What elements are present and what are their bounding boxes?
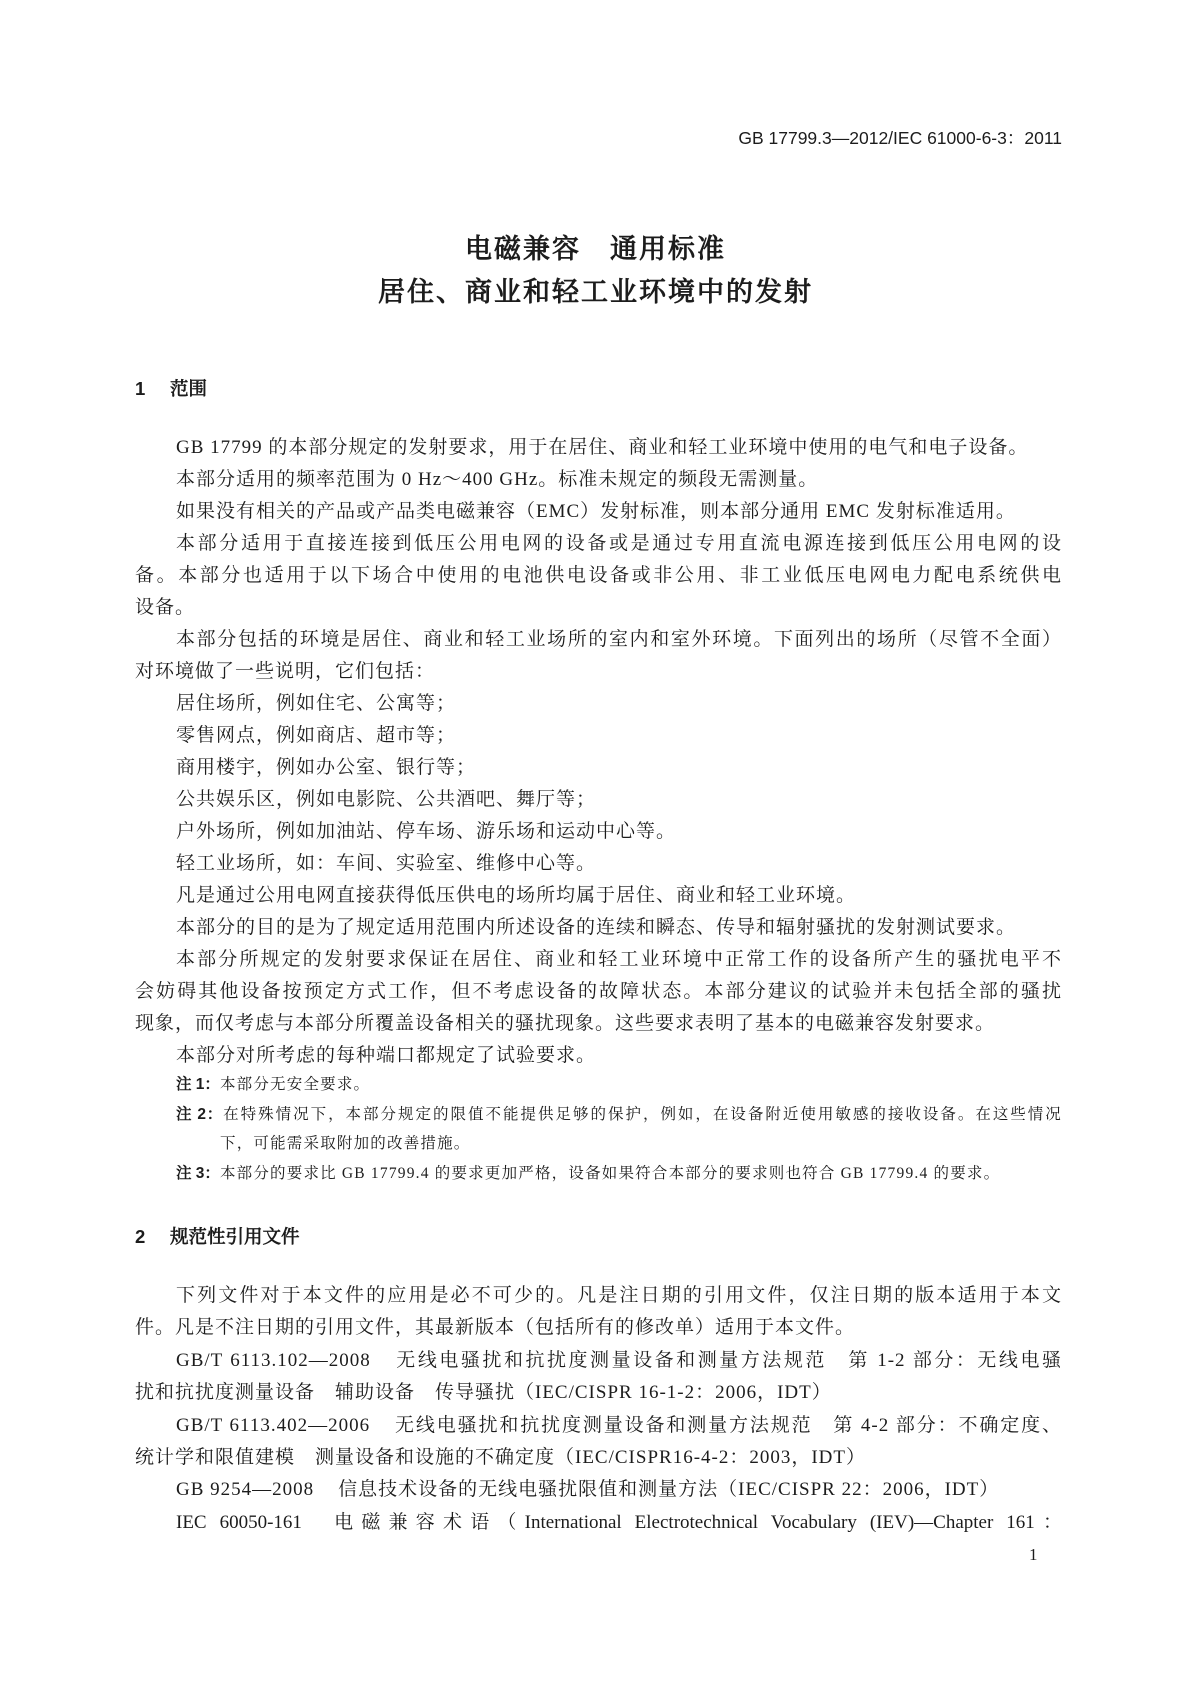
section-heading-scope: [135, 373, 207, 405]
paragraph-line: 下列文件对于本文件的应用是必不可少的。凡是注日期的引用文件，仅注日期的版本适用于本文: [176, 1285, 1062, 1306]
reference-title-continued: 扰和抗扰度测量设备 辅助设备 传导骚扰（IEC/CISPR 16-1-2：2006，IDT）: [135, 1382, 832, 1404]
list-item-place: 商用楼宇，例如办公室、银行等；: [176, 757, 477, 778]
reference-entry: [135, 1345, 1062, 1377]
note-text-continued: 下，可能需采取附加的改善措施。: [220, 1135, 471, 1152]
reference-code: GB/T 6113.402—2006: [176, 1414, 371, 1436]
paragraph-line: 本部分对所考虑的每种端口都规定了试验要求。: [176, 1045, 597, 1066]
standard-code-header: GB 17799.3—2012/IEC 61000-6-3：2011: [738, 128, 1062, 148]
paragraph-line: GB 17799 的本部分规定的发射要求，用于在居住、商业和轻工业环境中使用的电气和电子设备。: [176, 437, 1029, 458]
reference-entry: [135, 1474, 1062, 1506]
note-2: [176, 1100, 1062, 1130]
paragraph-line: 会妨碍其他设备按预定方式工作，但不考虑设备的故障状态。本部分建议的试验并未包括全部的骚扰: [135, 981, 1062, 1002]
paragraph-line: 本部分适用的频率范围为 0 Hz～400 GHz。标准未规定的频段无需测量。: [176, 469, 819, 490]
paragraph-line: 对环境做了一些说明，它们包括：: [135, 661, 436, 682]
section-title: 范围: [170, 378, 208, 399]
note-text: 本部分的要求比 GB 17799.4 的要求更加严格，设备如果符合本部分的要求则也符合 GB 17799.4 的要求。: [219, 1164, 1001, 1182]
document-title: 电磁兼容 通用标准: [465, 234, 726, 264]
section-heading-normative-references: [135, 1221, 300, 1253]
note-label: 注 2：: [176, 1105, 224, 1123]
note-1: [176, 1070, 1062, 1100]
reference-title-continued: 统计学和限值建模 测量设备和设施的不确定度（IEC/CISPR16-4-2：2003，IDT）: [135, 1446, 867, 1468]
list-item-place: 公共娱乐区，例如电影院、公共酒吧、舞厅等；: [176, 789, 597, 810]
reference-code: GB 9254—2008: [176, 1479, 315, 1501]
paragraph-line: 凡是通过公用电网直接获得低压供电的场所均属于居住、商业和轻工业环境。: [176, 885, 857, 906]
reference-title: 无线电骚扰和抗扰度测量设备和测量方法规范 第 4-2 部分：不确定度、: [394, 1414, 1062, 1436]
paragraph-line: 设备。: [135, 597, 196, 618]
reference-entry: [135, 1410, 1062, 1442]
section-number: 1: [135, 378, 146, 399]
list-item-place: 轻工业场所，如：车间、实验室、维修中心等。: [176, 853, 597, 874]
paragraph-line: 件。凡是不注日期的引用文件，其最新版本（包括所有的修改单）适用于本文件。: [135, 1317, 856, 1339]
reference-title: 信息技术设备的无线电骚扰限值和测量方法（IEC/CISPR 22：2006，IDT）: [338, 1479, 1000, 1501]
list-item-place: 零售网点，例如商店、超市等；: [176, 725, 457, 746]
paragraph-line: 本部分适用于直接连接到低压公用电网的设备或是通过专用直流电源连接到低压公用电网的设: [176, 533, 1062, 554]
paragraph-line: 本部分的目的是为了规定适用范围内所述设备的连续和瞬态、传导和辐射骚扰的发射测试要求。: [176, 917, 1017, 938]
paragraph-line: 现象，而仅考虑与本部分所覆盖设备相关的骚扰现象。这些要求表明了基本的电磁兼容发射要求。: [135, 1013, 996, 1034]
paragraph-line: 本部分包括的环境是居住、商业和轻工业场所的室内和室外环境。下面列出的场所（尽管不全面）: [176, 629, 1062, 650]
note-label: 注 1：: [176, 1076, 220, 1093]
reference-title: 电磁兼容术语（International Electrotechnical Vocabulary (IEV)—Chapter 161：: [325, 1511, 1062, 1533]
reference-code: GB/T 6113.102—2008: [176, 1349, 371, 1371]
paragraph-line: 备。本部分也适用于以下场合中使用的电池供电设备或非公用、非工业低压电网电力配电系统供电: [135, 565, 1062, 586]
reference-entry: [135, 1507, 1062, 1539]
paragraph-line: 如果没有相关的产品或产品类电磁兼容（EMC）发射标准，则本部分通用 EMC 发射标准适用。: [176, 501, 1016, 522]
note-3: [176, 1159, 1062, 1189]
note-label: 注 3：: [176, 1164, 220, 1182]
document-subtitle: 居住、商业和轻工业环境中的发射: [378, 277, 813, 307]
paragraph-line: 本部分所规定的发射要求保证在居住、商业和轻工业环境中正常工作的设备所产生的骚扰电平不: [176, 949, 1062, 970]
section-references-body: [135, 1280, 1062, 1539]
list-item-place: 户外场所，例如加油站、停车场、游乐场和运动中心等。: [176, 821, 677, 842]
reference-title: 无线电骚扰和抗扰度测量设备和测量方法规范 第 1-2 部分：无线电骚: [394, 1349, 1062, 1371]
page-number: 1: [1029, 1545, 1038, 1564]
section-number: 2: [135, 1226, 146, 1247]
notes-block: [176, 1070, 1062, 1188]
section-title: 规范性引用文件: [170, 1226, 300, 1247]
reference-code: IEC 60050-161: [176, 1511, 302, 1533]
note-text: 本部分无安全要求。: [219, 1076, 371, 1093]
section-scope-body: [135, 432, 1062, 1072]
list-item-place: 居住场所，例如住宅、公寓等；: [176, 693, 457, 714]
note-text: 在特殊情况下，本部分规定的限值不能提供足够的保护，例如，在设备附近使用敏感的接收设备。在这些情况: [223, 1105, 1062, 1123]
